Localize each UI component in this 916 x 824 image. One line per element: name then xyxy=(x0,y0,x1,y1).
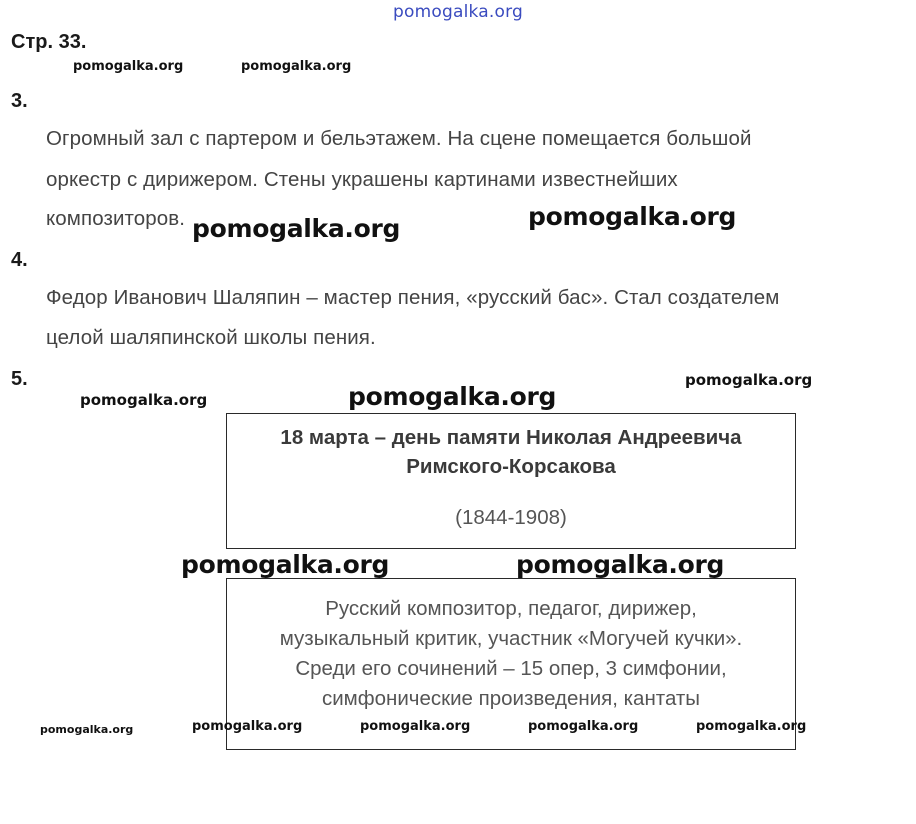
watermark: pomogalka.org xyxy=(528,202,737,231)
task-3-answer-line-2: оркестр с дирижером. Стены украшены картинами известнейших xyxy=(46,168,678,191)
watermark: pomogalka.org xyxy=(360,719,471,734)
watermark: pomogalka.org xyxy=(73,59,184,74)
task-number-3: 3. xyxy=(11,90,28,112)
watermark: pomogalka.org xyxy=(348,382,557,411)
task-number-5: 5. xyxy=(11,368,28,390)
watermark: pomogalka.org xyxy=(685,371,813,389)
memorial-description-line-4: симфонические произведения, кантаты xyxy=(321,687,701,710)
watermark: pomogalka.org xyxy=(192,214,401,243)
task-number-4: 4. xyxy=(11,249,28,271)
memorial-title-line-2: Римского-Корсакова xyxy=(406,455,616,478)
watermark: pomogalka.org xyxy=(528,719,639,734)
task-3-answer-line-1: Огромный зал с партером и бельэтажем. На сцене помещается большой xyxy=(46,127,752,150)
task-4-answer-line-2: целой шаляпинской школы пения. xyxy=(46,326,376,349)
memorial-title-box xyxy=(226,413,796,549)
memorial-description-line-3: Среди его сочинений – 15 опер, 3 симфонии, xyxy=(295,657,727,680)
page-heading: Стр. 33. xyxy=(11,31,87,53)
watermark: pomogalka.org xyxy=(516,550,725,579)
task-4-answer-line-1: Федор Иванович Шаляпин – мастер пения, «русский бас». Стал создателем xyxy=(46,286,780,309)
memorial-description-line-1: Русский композитор, педагог, дирижер, xyxy=(325,597,697,620)
watermark: pomogalka.org xyxy=(696,719,807,734)
memorial-years: (1844-1908) xyxy=(455,506,567,529)
watermark: pomogalka.org xyxy=(241,59,352,74)
site-link[interactable]: pomogalka.org xyxy=(393,2,523,22)
memorial-title-line-1: 18 марта – день памяти Николая Андреевича xyxy=(280,426,742,449)
memorial-description-line-2: музыкальный критик, участник «Могучей кучки». xyxy=(279,627,743,650)
watermark: pomogalka.org xyxy=(181,550,390,579)
watermark: pomogalka.org xyxy=(192,719,303,734)
task-3-answer-line-3: композиторов. xyxy=(46,207,186,230)
watermark: pomogalka.org xyxy=(40,723,134,736)
watermark: pomogalka.org xyxy=(80,391,208,409)
